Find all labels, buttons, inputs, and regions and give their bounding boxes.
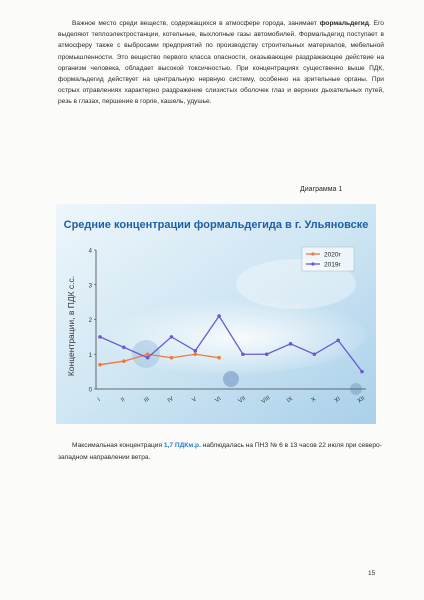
x-tick-label: V: [191, 396, 199, 404]
data-point: [146, 356, 150, 360]
x-tick-label: VII: [237, 395, 248, 405]
intro-paragraph: [58, 18, 384, 108]
x-tick-label: XI: [333, 396, 342, 405]
data-point: [217, 356, 221, 360]
x-tick-label: XII: [356, 395, 367, 405]
y-tick-label: 0: [88, 387, 92, 394]
legend-label: 2020г: [324, 251, 341, 259]
footer-paragraph: [58, 440, 384, 464]
data-point: [360, 370, 364, 374]
x-tick-label: III: [143, 396, 151, 405]
data-point: [193, 349, 197, 353]
y-tick-label: 4: [88, 248, 92, 255]
data-point: [313, 352, 317, 356]
legend-marker: [311, 252, 314, 255]
chart-container: [56, 204, 376, 424]
y-tick-label: 1: [88, 352, 92, 359]
footer-text-1: Максимальная концентрация: [72, 442, 164, 449]
data-point: [193, 352, 197, 356]
y-tick-label: 3: [88, 283, 92, 290]
data-point: [265, 352, 269, 356]
data-point: [217, 314, 221, 318]
chart-decoration: [223, 371, 239, 387]
footer-highlight: 1,7 ПДКм.р.: [163, 442, 201, 449]
data-point: [336, 339, 340, 343]
data-point: [122, 359, 126, 363]
data-point: [289, 342, 293, 346]
x-tick-label: VI: [214, 396, 223, 405]
data-point: [122, 346, 126, 350]
x-tick-label: IX: [285, 396, 295, 405]
chart-legend: [302, 247, 354, 271]
x-tick-label: II: [120, 396, 127, 404]
legend-label: 2019г: [324, 261, 341, 269]
page-number: 15: [368, 570, 376, 577]
chart-title: Средние концентрации формальдегида в г. Ульяновске: [63, 219, 369, 231]
data-point: [98, 363, 102, 367]
formaldehyde-chart: [56, 204, 376, 424]
y-axis-label: Концентрации, в ПДК с.с.: [66, 275, 76, 377]
data-point: [98, 335, 102, 339]
diagram-caption: Диаграмма 1: [300, 186, 343, 193]
paragraph-text-1: Важное место среди веществ, содержащихся в атмосфере города, занимает: [72, 20, 320, 27]
paragraph-text-2: . Его выделяют теплоэлектростанции, котельные, выхлопные газы автомобилей. Формальдегид поступает в атмосферу также с выбросами предприятий по производству строительных материалов, мебельной промышленности. Это вещество первого класса опасности, оказывающее раздражающее действие на организм человека, обладает высокой токсичностью. При концентрациях существенно выше ПДК, формальдегид действует на центральную нервную систему, особенно на зрительные органы. При острых отравлениях характерно раздражение слизистых оболочек глаз и верхних дыхательных путей, резь в глазах, першение в горле, кашель, удушье.: [58, 20, 384, 106]
data-point: [170, 356, 174, 360]
data-point: [146, 352, 150, 356]
data-point: [241, 352, 245, 356]
x-tick-label: I: [97, 397, 102, 404]
paragraph-bold-term: формальдегид: [319, 20, 369, 27]
x-tick-label: X: [310, 396, 318, 404]
footer-text-2: наблюдалась на ПНЗ № 6 в 13 часов 22 июля при северо-западном направлении ветра.: [58, 442, 382, 461]
legend-marker: [311, 262, 314, 265]
data-point: [170, 335, 174, 339]
x-tick-label: IV: [166, 396, 175, 405]
y-tick-label: 2: [88, 318, 92, 324]
x-tick-label: VIII: [260, 395, 272, 406]
